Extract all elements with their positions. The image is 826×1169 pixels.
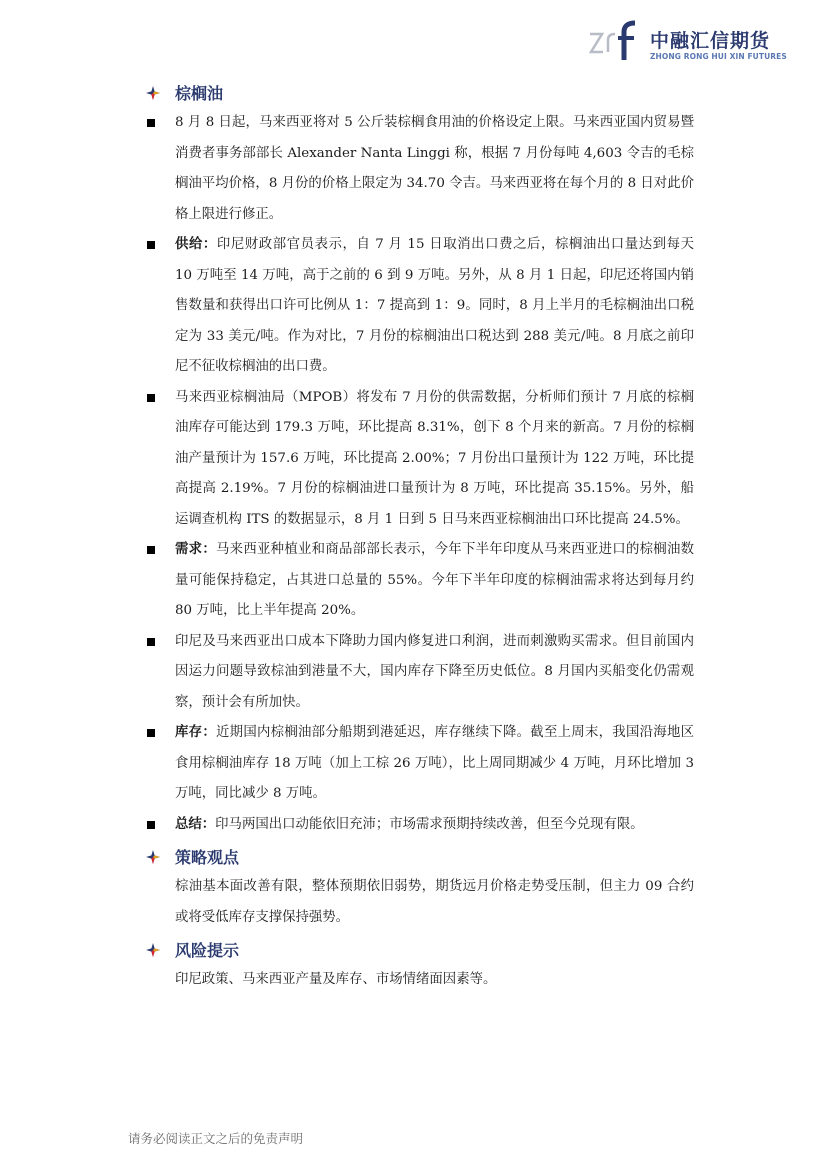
risk-paragraph: 印尼政策、马来西亚产量及库存、市场情绪面因素等。 [175,972,497,987]
section-heading-strategy [146,842,694,872]
bullet-square-icon [147,821,155,829]
bullet-text: 8 月 8 日起，马来西亚将对 5 公斤装棕榈食用油的价格设定上限。马来西亚国内贸易暨消费者事务部部长 Alexander Nanta Linggi 称，根据 7 月份每吨 4,603 令吉的毛棕榈油平均价格，8 月份的价格上限定为 34.70 令吉。马来西亚将在每个月的 8 日对此价格上限进行修正。 [175,115,694,222]
section-marker-icon [146,850,160,864]
section-marker-icon [146,86,160,100]
list-item [146,230,694,383]
bullet-lead: 总结： [175,816,216,832]
bullet-square-icon [147,638,155,646]
section-title: 棕榈油 [175,84,224,103]
bullet-text: 近期国内棕榈油部分船期到港延迟，库存继续下降。截至上周末，我国沿海地区食用棕榈油库存 18 万吨（加上工棕 26 万吨），比上周同期减少 4 万吨，月环比增加 3 万吨，同比减少 8 万吨。 [175,725,695,801]
section-heading-palm-oil [146,78,694,108]
section-heading-risk [146,935,694,965]
list-item [146,108,694,230]
report-body [146,76,694,996]
bullet-square-icon [147,729,155,737]
list-item [146,810,694,841]
bullet-text: 印马两国出口动能依旧充沛；市场需求预期持续改善，但至今兑现有限。 [215,816,644,832]
strategy-paragraph: 棕油基本面改善有限，整体预期依旧弱势，期货远月价格走势受压制，但主力 09 合约或将受低库存支撑保持强势。 [175,879,694,925]
bullet-text: 马来西亚种植业和商品部部长表示，今年下半年印度从马来西亚进口的棕榈油数量可能保持稳定，占其进口总量的 55%。今年下半年印度的棕榈油需求将达到每月约 80 万吨，比上半年提高 20%。 [175,542,695,618]
bullet-lead: 库存： [175,725,216,740]
bullet-square-icon [147,546,155,554]
company-logo [588,20,787,64]
logo-chinese-name: 中融汇信期货 [650,30,771,52]
bullet-text: 印尼财政部官员表示，自 7 月 15 日取消出口费之后，棕榈油出口量达到每天 10 万吨至 14 万吨，高于之前的 6 到 9 万吨。另外，从 8 月 1 日起，印尼还将国内销售数量和获得出口许可比例从 1：7 提高到 1：9。同时，8 月上半月的毛棕榈油出口税定为 33 美元/吨。作为对比，7 月份的棕榈油出口税达到 288 美元/吨。8 月底之前印尼不征收棕榈油的出口费。 [175,237,694,374]
list-item [146,627,694,719]
section-title: 风险提示 [175,941,240,960]
logo-english-name: ZHONG RONG HUI XIN FUTURES [650,52,787,61]
list-item [146,535,694,627]
bullet-square-icon [147,241,155,249]
list-item [146,718,694,810]
bullet-lead: 需求： [175,542,216,557]
list-item [146,383,694,536]
bullet-square-icon [147,119,155,127]
section-title: 策略观点 [175,848,240,867]
logo-mark-icon [588,20,640,64]
bullet-text: 印尼及马来西亚出口成本下降助力国内修复进口利润，进而刺激购买需求。但目前国内因运力问题导致棕油到港量不大，国内库存下降至历史低位。8 月国内买船变化仍需观察，预计会有所加快。 [175,633,694,710]
footer-disclaimer: 请务必阅读正文之后的免责声明 [128,1131,304,1146]
bullet-text: 马来西亚棕榈油局（MPOB）将发布 7 月份的供需数据，分析师们预计 7 月底的棕榈油库存可能达到 179.3 万吨，环比提高 8.31%，创下 8 个月来的新高。7 月份的棕榈油产量预计为 157.6 万吨，环比提高 2.00%；7 月份出口量预计为 122 万吨，环比提高提高 2.19%。7 月份的棕榈油进口量预计为 8 万吨，环比提高 35.15%。另外，船运调查机构 ITS 的数据显示，8 月 1 日到 5 日马来西亚棕榈油出口环比提高 24.5%。 [175,389,694,527]
bullet-square-icon [147,394,155,402]
bullet-lead: 供给： [175,237,217,252]
section-marker-icon [146,943,160,957]
